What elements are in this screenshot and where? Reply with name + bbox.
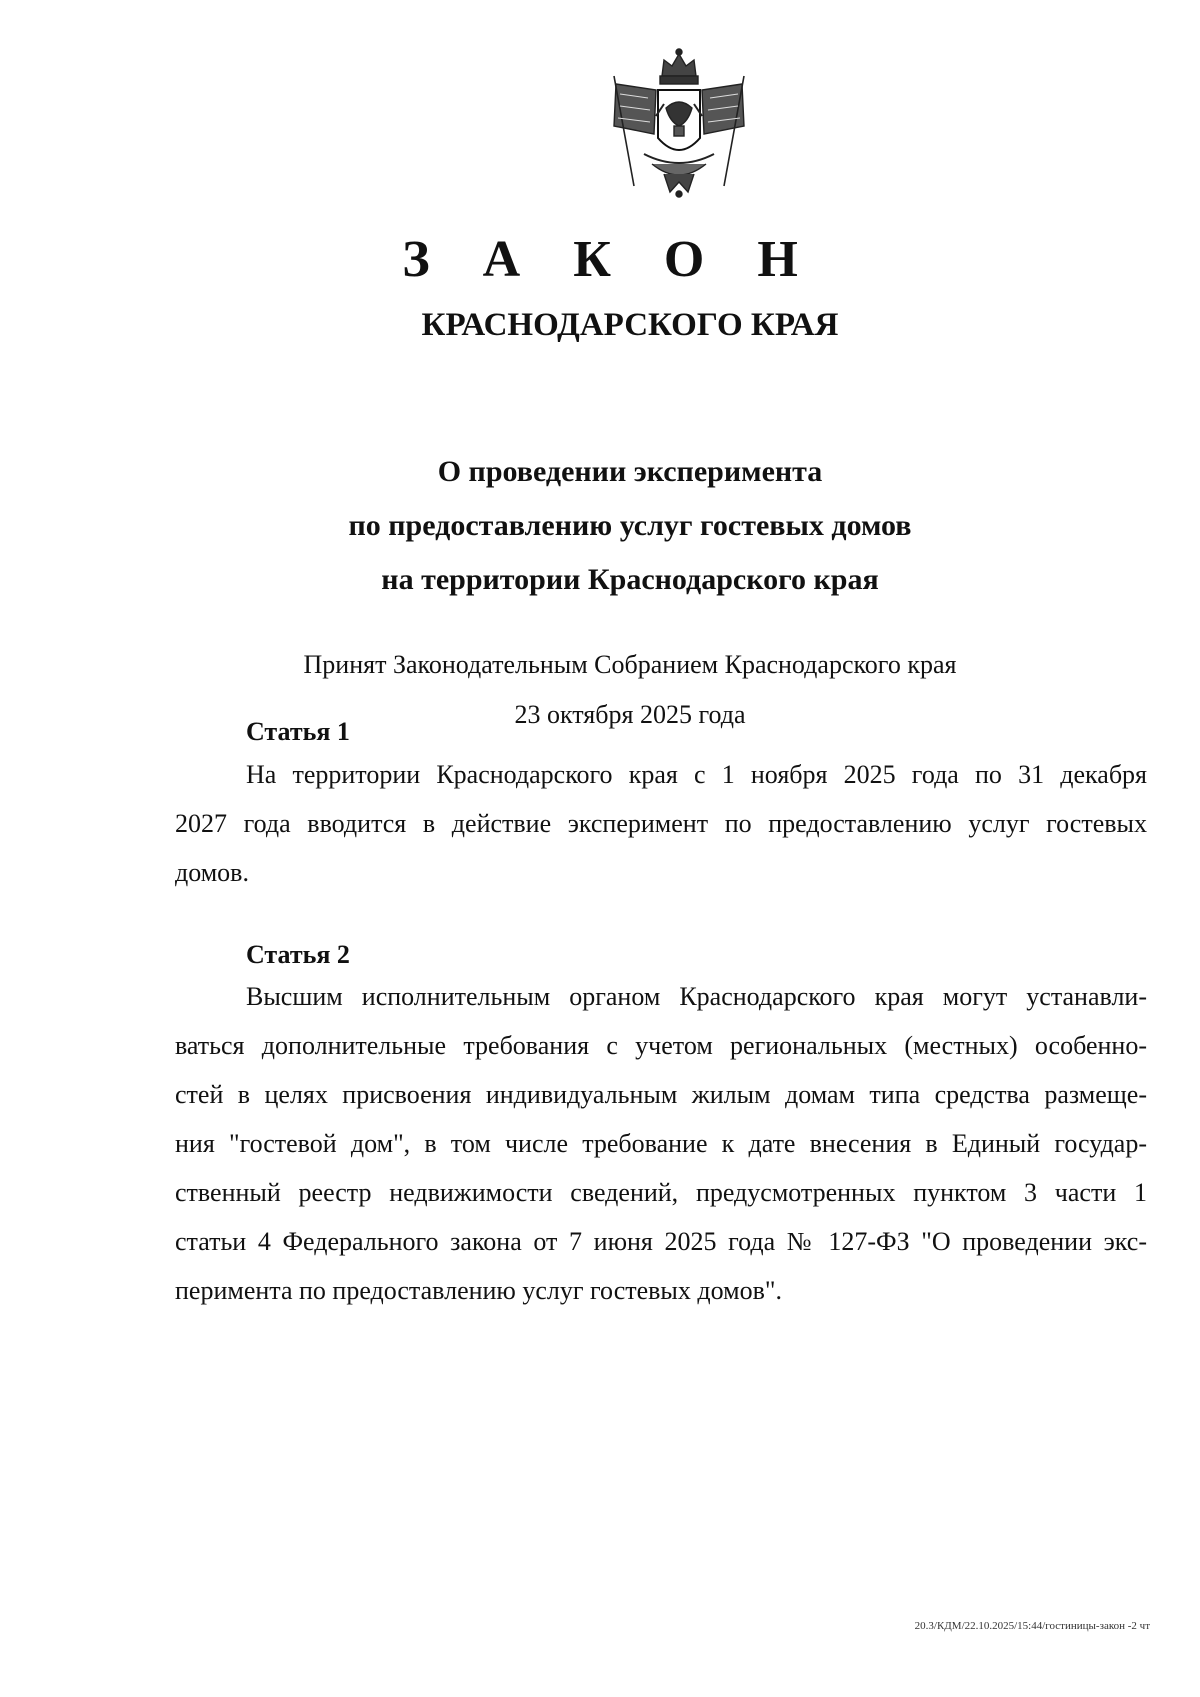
article-1-heading: Статья 1 [246, 717, 350, 746]
article-line: ственный реестр недвижимости сведений, предусмотренных пунктом 3 части 1 [175, 1178, 1147, 1207]
article-line: Высшим исполнительным органом Краснодарского края могут устанавли- [246, 982, 1147, 1011]
article-1-text [175, 750, 1147, 897]
document-footer-code: 20.3/КДМ/22.10.2025/15:44/гостиницы-закон -2 чт [914, 1620, 1150, 1632]
article-2-heading: Статья 2 [246, 940, 350, 969]
adoption-date: 23 октября 2025 года [514, 700, 746, 729]
document-title: З А К О Н [402, 231, 818, 288]
adoption-note [0, 640, 1200, 740]
law-subject-line: О проведении эксперимента [437, 455, 823, 488]
article-line: стей в целях присвоения индивидуальным жилым домам типа средства размеще- [175, 1080, 1147, 1109]
law-subject-line: на территории Краснодарского края [381, 563, 879, 596]
coat-of-arms-emblem [604, 46, 754, 198]
document-subtitle: КРАСНОДАРСКОГО КРАЯ [421, 307, 839, 343]
law-subject [0, 445, 1200, 607]
adoption-body: Принят Законодательным Собранием Краснодарского края [303, 650, 957, 679]
law-subject-line: по предоставлению услуг гостевых домов [348, 509, 912, 542]
article-line: 2027 года вводится в действие эксперимент по предоставлению услуг гостевых [175, 809, 1147, 838]
article-line: перимента по предоставлению услуг гостевых домов". [175, 1276, 782, 1305]
article-line: На территории Краснодарского края с 1 ноября 2025 года по 31 декабря [246, 760, 1147, 789]
article-line: статьи 4 Федерального закона от 7 июня 2025 года № 127-ФЗ "О проведении экс- [175, 1227, 1147, 1256]
article-line: ния "гостевой дом", в том числе требование к дате внесения в Единый государ- [175, 1129, 1147, 1158]
article-line: ваться дополнительные требования с учетом региональных (местных) особенно- [175, 1031, 1147, 1060]
article-2-text [175, 972, 1147, 1315]
article-line: домов. [175, 858, 249, 887]
